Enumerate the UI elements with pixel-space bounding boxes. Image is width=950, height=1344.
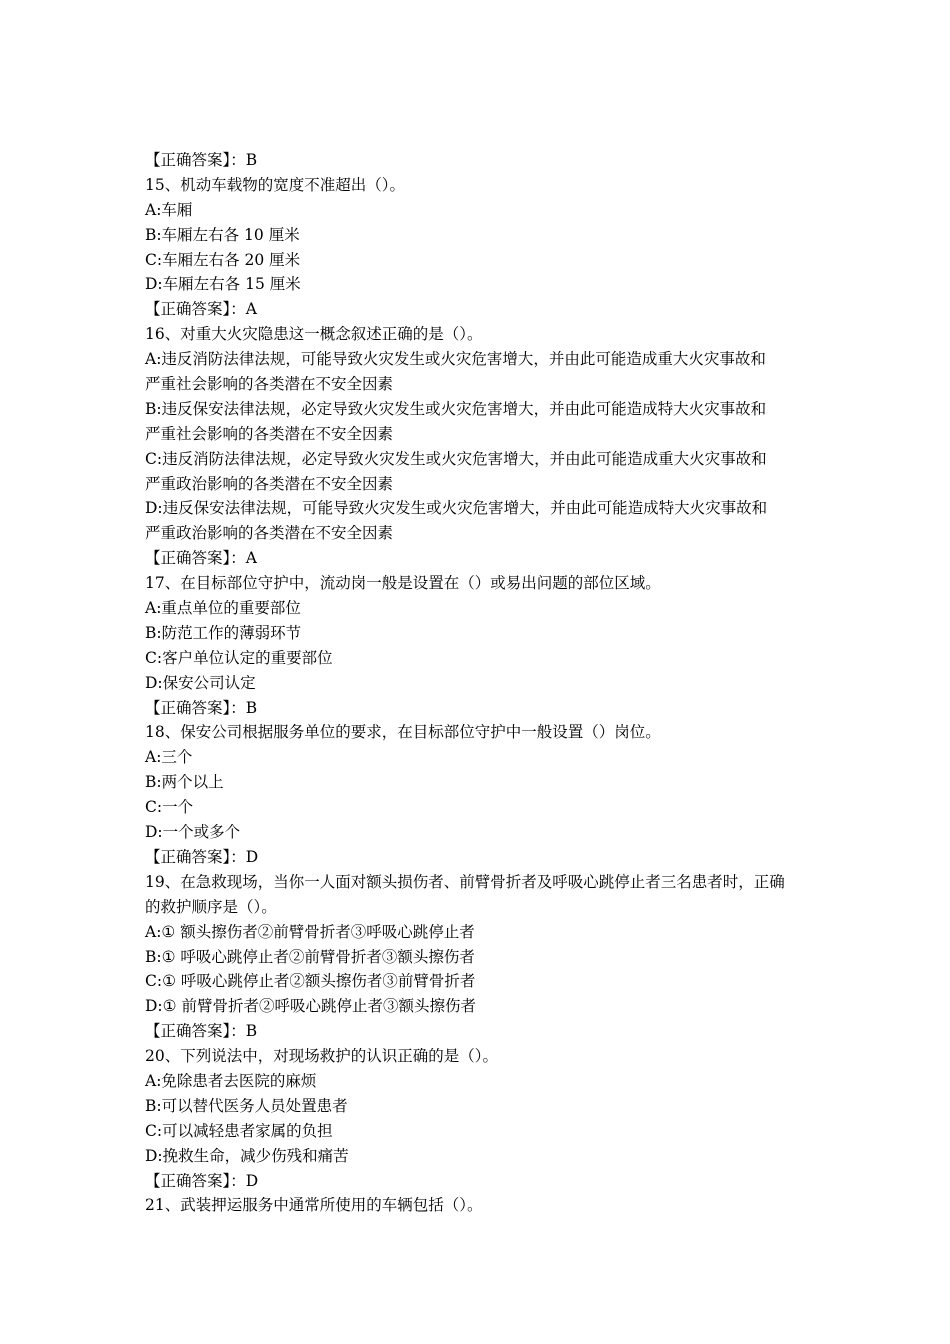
answer-line: 【正确答案】：B xyxy=(145,1022,258,1041)
answer-line: 【正确答案】：B xyxy=(145,698,258,717)
answer-line: 【正确答案】：B xyxy=(145,151,258,169)
answer-line: 【正确答案】：A xyxy=(145,300,257,319)
option-c: C:车厢左右各 20 厘米 xyxy=(145,250,301,269)
answer-line: 【正确答案】：D xyxy=(145,1171,259,1190)
option-b: B:可以替代医务人员处置患者 xyxy=(145,1096,348,1115)
option-a-continued: 严重社会影响的各类潜在不安全因素 xyxy=(145,375,394,394)
option-c: C:① 呼吸心跳停止者②额头擦伤者③前臂骨折者 xyxy=(145,972,476,991)
question-15: 15、机动车载物的宽度不准超出（）。 xyxy=(145,175,405,194)
option-d: D:保安公司认定 xyxy=(145,673,256,692)
option-c: C:可以减轻患者家属的负担 xyxy=(145,1121,333,1140)
option-c-continued: 严重政治影响的各类潜在不安全因素 xyxy=(145,474,394,493)
question-18: 18、保安公司根据服务单位的要求，在目标部位守护中一般设置（）岗位。 xyxy=(145,723,661,742)
option-c: C:违反消防法律法规，必定导致火灾发生或火灾危害增大，并由此可能造成重大火灾事故和 xyxy=(145,449,767,468)
option-b: B:防范工作的薄弱环节 xyxy=(145,623,302,642)
option-d: D:违反保安法律法规，可能导致火灾发生或火灾危害增大，并由此可能造成特大火灾事故和 xyxy=(145,499,768,518)
option-a: A:免除患者去医院的麻烦 xyxy=(145,1071,317,1090)
question-16: 16、对重大火灾隐患这一概念叙述正确的是（）。 xyxy=(145,325,483,344)
option-b: B:违反保安法律法规，必定导致火灾发生或火灾危害增大，并由此可能造成特大火灾事故和 xyxy=(145,399,767,418)
option-c: C:一个 xyxy=(145,798,194,817)
option-d: D:挽救生命，减少伤残和痛苦 xyxy=(145,1146,349,1165)
option-b: B:两个以上 xyxy=(145,773,224,792)
option-a: A:三个 xyxy=(145,748,193,767)
option-b-continued: 严重社会影响的各类潜在不安全因素 xyxy=(145,424,394,443)
question-21: 21、武装押运服务中通常所使用的车辆包括（）。 xyxy=(145,1196,483,1215)
option-a: A:车厢 xyxy=(145,200,193,219)
answer-line: 【正确答案】：A xyxy=(145,549,257,568)
option-b: B:① 呼吸心跳停止者②前臂骨折者③额头擦伤者 xyxy=(145,947,475,966)
option-a: A:重点单位的重要部位 xyxy=(145,599,301,618)
option-a: A:① 额头擦伤者②前臂骨折者③呼吸心跳停止者 xyxy=(145,922,475,941)
question-19-continued: 的救护顺序是（）。 xyxy=(145,897,277,916)
question-20: 20、下列说法中，对现场救护的认识正确的是（）。 xyxy=(145,1047,498,1066)
question-17: 17、在目标部位守护中，流动岗一般是设置在（）或易出问题的部位区域。 xyxy=(145,574,661,593)
option-d: D:一个或多个 xyxy=(145,823,241,842)
option-a: A:违反消防法律法规，可能导致火灾发生或火灾危害增大，并由此可能造成重大火灾事故和 xyxy=(145,350,766,369)
option-d: D:车厢左右各 15 厘米 xyxy=(145,275,301,294)
document-page xyxy=(145,148,810,1218)
option-b: B:车厢左右各 10 厘米 xyxy=(145,225,300,244)
question-19: 19、在急救现场，当你一人面对额头损伤者、前臂骨折者及呼吸心跳停止者三名患者时，正确 xyxy=(145,872,785,891)
answer-line: 【正确答案】：D xyxy=(145,847,259,866)
option-c: C:客户单位认定的重要部位 xyxy=(145,648,333,667)
option-d-continued: 严重政治影响的各类潜在不安全因素 xyxy=(145,524,394,543)
option-d: D:① 前臂骨折者②呼吸心跳停止者③额头擦伤者 xyxy=(145,997,476,1016)
